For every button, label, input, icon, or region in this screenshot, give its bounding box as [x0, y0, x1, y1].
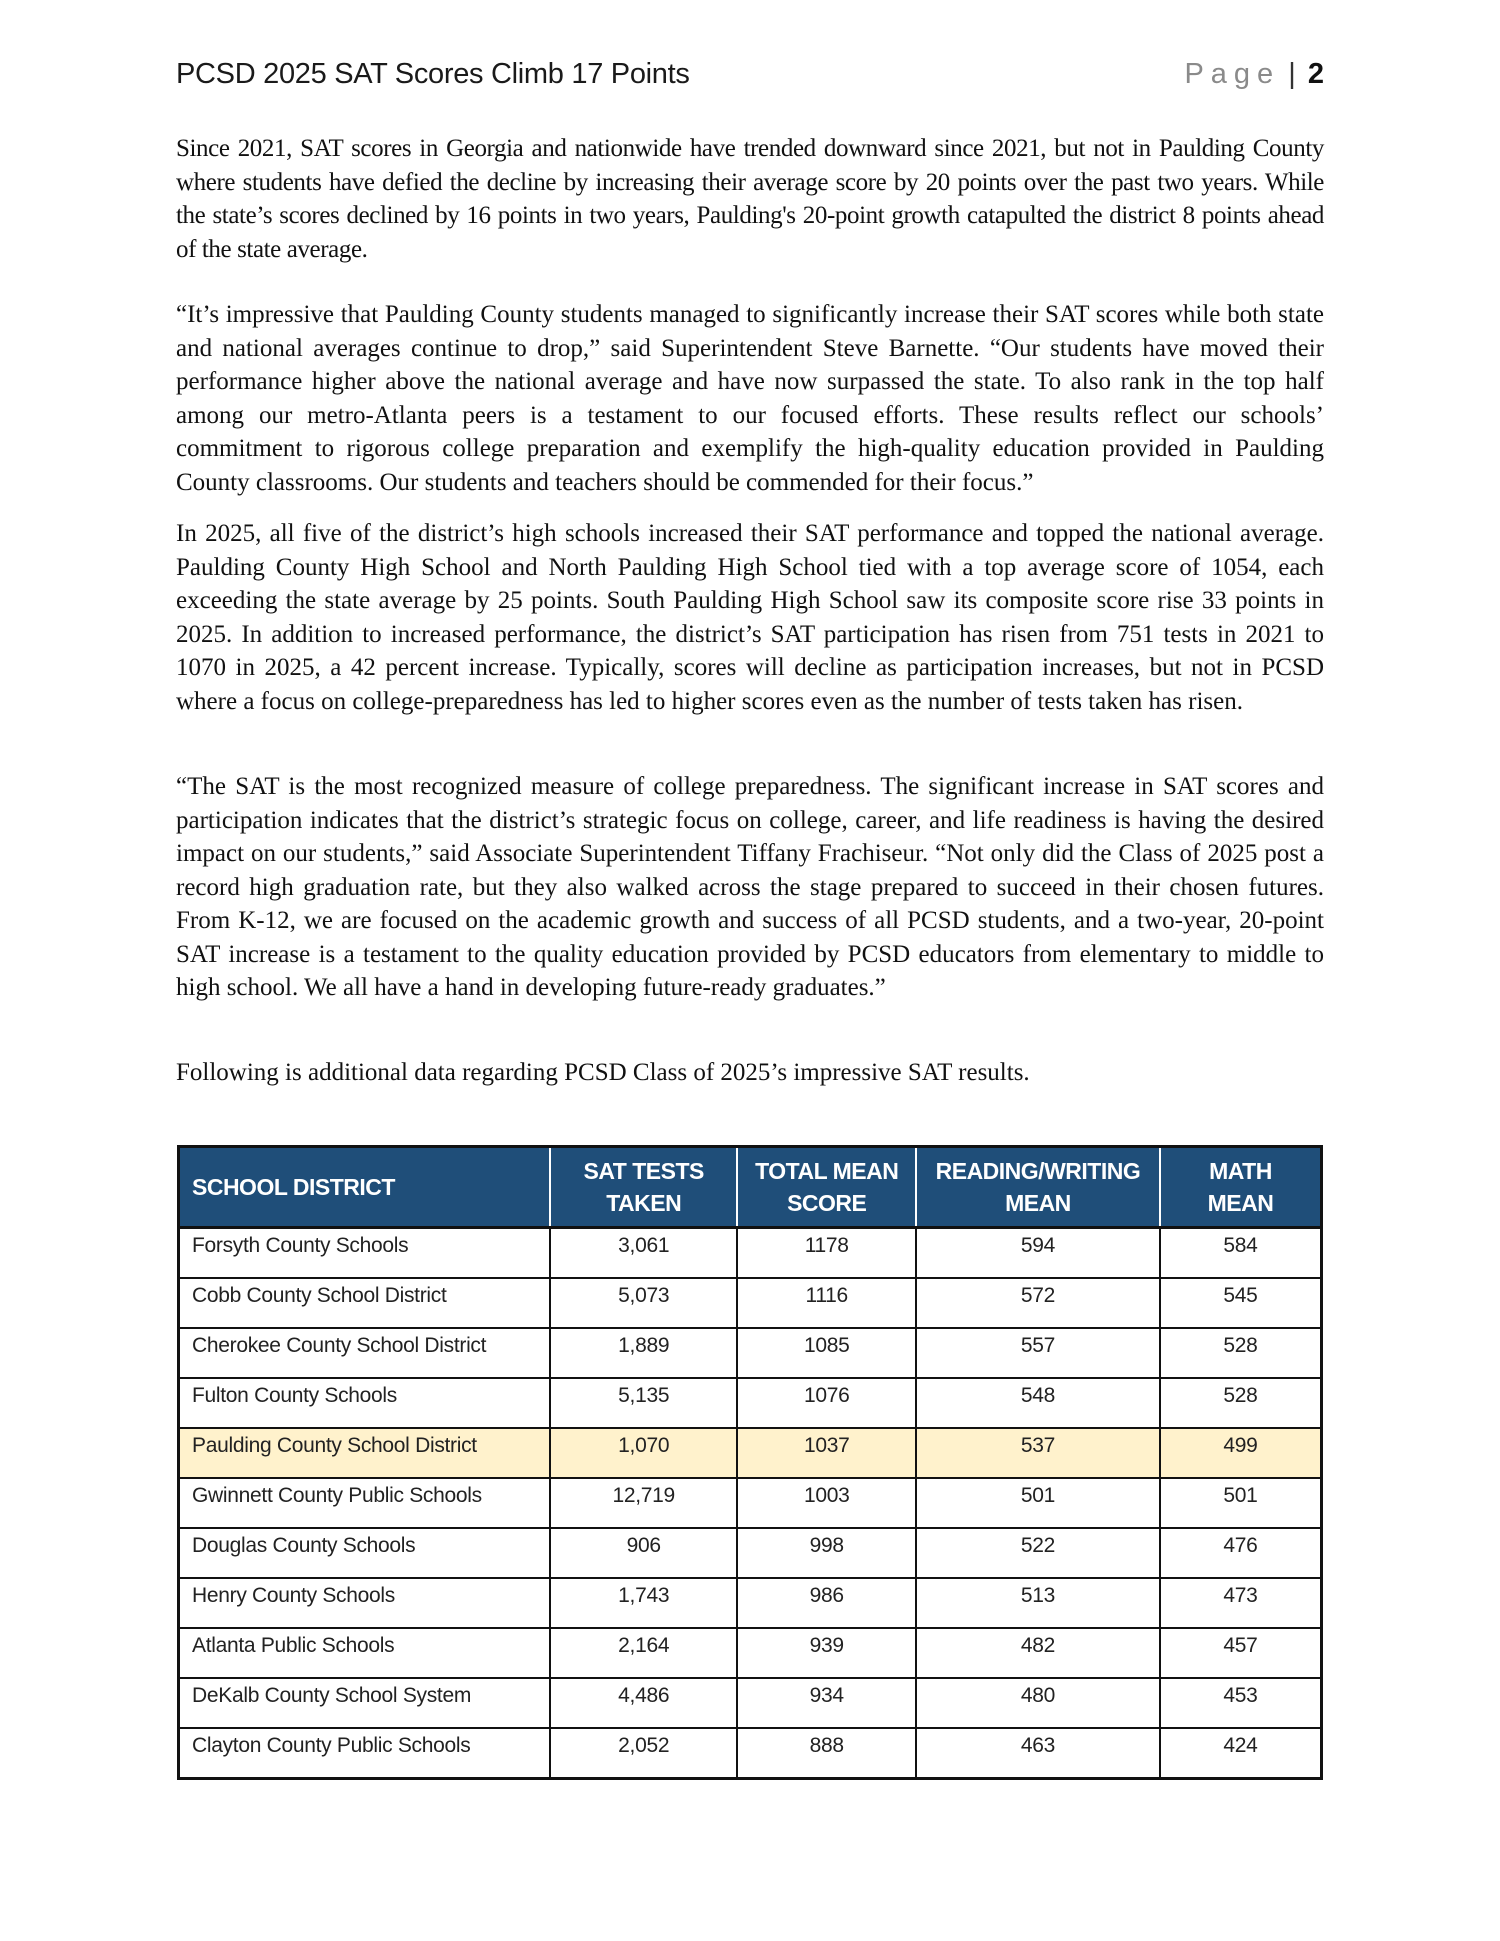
cell-math-mean: 476 [1160, 1528, 1322, 1578]
column-header-math-mean: MATH MEAN [1160, 1147, 1322, 1228]
column-header-sat-tests-taken: SAT TESTS TAKEN [550, 1147, 737, 1228]
table-row [179, 1628, 1322, 1678]
cell-district: Clayton County Public Schools [179, 1728, 550, 1779]
page-number-indicator [1184, 58, 1324, 91]
cell-district: Cherokee County School District [179, 1328, 550, 1378]
page-label: Page [1184, 57, 1281, 90]
cell-district: Douglas County Schools [179, 1528, 550, 1578]
cell-math-mean: 457 [1160, 1628, 1322, 1678]
column-header-reading-writing-mean: READING/WRITING MEAN [916, 1147, 1160, 1228]
cell-math-mean: 528 [1160, 1378, 1322, 1428]
cell-rw-mean: 480 [916, 1678, 1160, 1728]
cell-total-mean: 1085 [737, 1328, 916, 1378]
page-separator: | [1288, 57, 1296, 90]
cell-rw-mean: 572 [916, 1278, 1160, 1328]
cell-tests-taken: 5,073 [550, 1278, 737, 1328]
table-row [179, 1528, 1322, 1578]
table-row [179, 1328, 1322, 1378]
cell-total-mean: 1116 [737, 1278, 916, 1328]
cell-rw-mean: 513 [916, 1578, 1160, 1628]
cell-tests-taken: 3,061 [550, 1228, 737, 1279]
document-title: PCSD 2025 SAT Scores Climb 17 Points [176, 57, 690, 90]
cell-district: Forsyth County Schools [179, 1228, 550, 1279]
cell-district: DeKalb County School System [179, 1678, 550, 1728]
cell-math-mean: 545 [1160, 1278, 1322, 1328]
cell-district: Gwinnett County Public Schools [179, 1478, 550, 1528]
page-number: 2 [1307, 57, 1324, 90]
cell-district: Henry County Schools [179, 1578, 550, 1628]
cell-total-mean: 934 [737, 1678, 916, 1728]
table-header-row [179, 1147, 1322, 1228]
table-row [179, 1578, 1322, 1628]
cell-math-mean: 528 [1160, 1328, 1322, 1378]
cell-total-mean: 1003 [737, 1478, 916, 1528]
cell-tests-taken: 2,164 [550, 1628, 737, 1678]
cell-tests-taken: 12,719 [550, 1478, 737, 1528]
cell-tests-taken: 1,070 [550, 1428, 737, 1478]
cell-math-mean: 501 [1160, 1478, 1322, 1528]
cell-tests-taken: 4,486 [550, 1678, 737, 1728]
table-row [179, 1678, 1322, 1728]
cell-rw-mean: 594 [916, 1228, 1160, 1279]
paragraph-table-intro: Following is additional data regarding PCSD Class of 2025’s impressive SAT results. [176, 1059, 1030, 1086]
cell-rw-mean: 557 [916, 1328, 1160, 1378]
paragraph-intro: Since 2021, SAT scores in Georgia and nationwide have trended downward since 2021, but not in Paulding County where students have defied the decline by increasing their average score by 20 points over the past two years. While the state’s scores declined by 16 points in two years, Paulding's 20-point growth catapulted the district 8 points ahead of the state average. [176, 135, 1324, 263]
paragraph-high-school-results: In 2025, all five of the district’s high schools increased their SAT performance and topped the national average. Paulding County High School and North Paulding High School tied with a top average score of 1054, each exceeding the state average by 25 points. South Paulding High School saw its composite score rise 33 points in 2025. In addition to increased performance, the district’s SAT participation has risen from 751 tests in 2021 to 1070 in 2025, a 42 percent increase. Typically, scores will decline as participation increases, but not in PCSD where a focus on college-preparedness has led to higher scores even as the number of tests taken has risen. [176, 520, 1324, 715]
cell-math-mean: 499 [1160, 1428, 1322, 1478]
cell-total-mean: 998 [737, 1528, 916, 1578]
cell-rw-mean: 548 [916, 1378, 1160, 1428]
cell-math-mean: 584 [1160, 1228, 1322, 1279]
paragraph-superintendent-quote: “It’s impressive that Paulding County students managed to significantly increase their SAT scores while both state and national averages continue to drop,” said Superintendent Steve Barnette. “Our students have moved their performance higher above the national average and have now surpassed the state. To also rank in the top half among our metro-Atlanta peers is a testament to our focused efforts. These results reflect our schools’ commitment to rigorous college preparation and exemplify the high-quality education provided in Paulding County classrooms. Our students and teachers should be commended for their focus.” [176, 301, 1324, 496]
cell-tests-taken: 1,889 [550, 1328, 737, 1378]
cell-district: Atlanta Public Schools [179, 1628, 550, 1678]
table-row [179, 1378, 1322, 1428]
cell-total-mean: 888 [737, 1728, 916, 1779]
cell-district: Cobb County School District [179, 1278, 550, 1328]
cell-rw-mean: 501 [916, 1478, 1160, 1528]
cell-rw-mean: 537 [916, 1428, 1160, 1478]
cell-rw-mean: 463 [916, 1728, 1160, 1779]
cell-total-mean: 986 [737, 1578, 916, 1628]
cell-total-mean: 1076 [737, 1378, 916, 1428]
paragraph-associate-superintendent-quote: “The SAT is the most recognized measure of college preparedness. The significant increase in SAT scores and participation indicates that the district’s strategic focus on college, career, and life readiness is having the desired impact on our students,” said Associate Superintendent Tiffany Frachiseur. “Not only did the Class of 2025 post a record high graduation rate, but they also walked across the stage prepared to succeed in their chosen futures. From K-12, we are focused on the academic growth and success of all PCSD students, and a two-year, 20-point SAT increase is a testament to the quality education provided by PCSD educators from elementary to middle to high school. We all have a hand in developing future-ready graduates.” [176, 773, 1324, 1001]
cell-total-mean: 1178 [737, 1228, 916, 1279]
cell-math-mean: 424 [1160, 1728, 1322, 1779]
table-row [179, 1478, 1322, 1528]
cell-tests-taken: 906 [550, 1528, 737, 1578]
sat-results-table [177, 1145, 1323, 1780]
cell-tests-taken: 5,135 [550, 1378, 737, 1428]
column-header-school-district: SCHOOL DISTRICT [179, 1147, 550, 1228]
cell-district: Paulding County School District [179, 1428, 550, 1478]
table-row [179, 1228, 1322, 1279]
cell-tests-taken: 2,052 [550, 1728, 737, 1779]
table-row-highlighted-paulding [179, 1428, 1322, 1478]
cell-rw-mean: 482 [916, 1628, 1160, 1678]
page-header [176, 52, 1324, 96]
cell-total-mean: 939 [737, 1628, 916, 1678]
cell-math-mean: 453 [1160, 1678, 1322, 1728]
column-header-total-mean-score: TOTAL MEAN SCORE [737, 1147, 916, 1228]
cell-rw-mean: 522 [916, 1528, 1160, 1578]
cell-total-mean: 1037 [737, 1428, 916, 1478]
cell-tests-taken: 1,743 [550, 1578, 737, 1628]
cell-district: Fulton County Schools [179, 1378, 550, 1428]
table-row [179, 1278, 1322, 1328]
cell-math-mean: 473 [1160, 1578, 1322, 1628]
table-row [179, 1728, 1322, 1779]
